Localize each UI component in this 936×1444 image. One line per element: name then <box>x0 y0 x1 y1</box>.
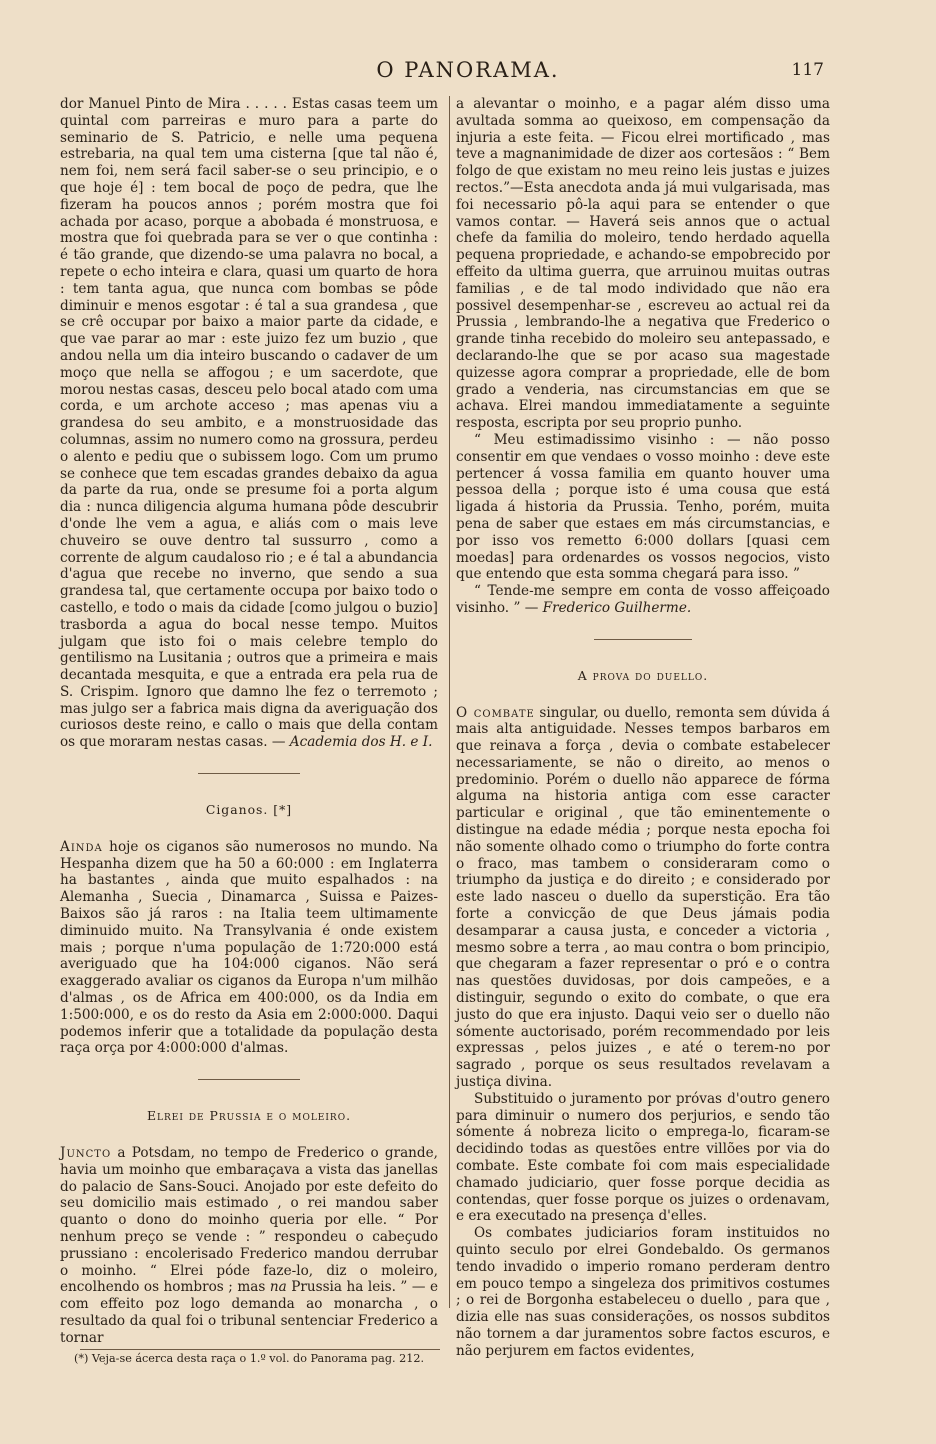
masthead-title: O PANORAMA. <box>376 58 560 82</box>
duello-paragraph-2: Substituido o juramento por próvas d'outro genero para diminuir o numero dos perjurios, e sendo tão sómente á nobreza licito o emprega-lo, ficaram-se decidindo todas as questões entre villões por via do combate. Este combate foi com mais especialidade chamado judiciario, quer fosse porque decidia as contendas, quer fosse porque os juizes o ordenavam, e era executado na presença d'elles. <box>456 1090 830 1225</box>
left-column <box>60 96 438 1365</box>
section-separator <box>594 639 692 640</box>
letter-closing-text: “ Tende-me sempre em conta de vosso affeiçoado visinho. ” — <box>456 583 830 616</box>
king-letter: “ Meu estimadissimo visinho : — não posso consentir em que vendaes o vosso moinho : deve este pertencer á vossa familia em quanto houver uma pessoa della ; porque isto é uma cousa que está ligada á historia da Prussia. Tenho, porém, muita pena de saber que estaes em más circumstancias, e por isso vos remetto 6:000 dollars [quasi cem moedas] para ordenardes os vossos negocios, visto que entendo que esta somma chegará para isso. ” <box>456 431 830 583</box>
moleiro-article <box>60 1145 438 1347</box>
duello-paragraph-1 <box>456 705 830 1091</box>
column-divider <box>449 96 450 1308</box>
footnote: (*) Veja-se ácerca desta raça o 1.º vol. do Panorama pag. 212. <box>73 1351 425 1365</box>
duello-heading: A prova do duello. <box>577 667 709 683</box>
page-header <box>0 58 936 86</box>
section-separator <box>198 1079 300 1080</box>
moleiro-emphasis: na <box>269 1279 287 1296</box>
cistern-source: Academia dos H. e I. <box>289 734 433 751</box>
ciganos-article <box>60 839 438 1057</box>
right-column <box>456 96 830 1360</box>
ciganos-text: hoje os ciganos são numerosos no mundo. Na Hespanha dizem que ha 50 a 60:000 : em Inglaterra ha bastantes , ainda que muito espalhados : na Alemanha , Suecia , Dinamarca , Suissa e Paizes-Baixos são já raros : na Italia teem ultimamente diminuido muito. Na Transylvania é onde existem mais ; porque n'uma população de 1:720:000 está averiguado que ha 104:000 ciganos. Não será exaggerado avaliar os ciganos da Europa n'um milhão d'almas , os de Africa em 400:000, os da India em 1:500:000, e os do resto da Asia em 2:000:000. Daqui podemos inferir que a totalidade da população desta raça orça por 4:000:000 d'almas. <box>60 838 438 1057</box>
ciganos-heading-text: Ciganos. <box>205 802 269 818</box>
duello-lead: O combate <box>456 704 535 721</box>
king-letter-closing <box>456 583 830 617</box>
section-separator <box>198 773 300 774</box>
duello-paragraph-3: Os combates judiciarios foram instituidos no quinto seculo por elrei Gondebaldo. Os germanos tendo invadido o imperio romano perderam dentro em pouco tempo a singeleza dos primitivos costumes ; o rei de Borgonha estabeleceu o duello , para que , dizia elle nas suas considerações, os nossos subditos não tornem a dar juramentos sobre factos escuros, e não perjurem em factos evidentes, <box>456 1225 830 1359</box>
ciganos-heading <box>60 802 438 819</box>
moleiro-text-cont: Prussia ha leis. ” — e com effeito poz logo demanda ao monarcha , o resultado da qual foi o tribunal sentenciar Frederico a tornar <box>60 1279 438 1346</box>
page-number: 117 <box>791 60 824 80</box>
moleiro-text: a Potsdam, no tempo de Frederico o grande, havia um moinho que embaraçava a vista das janellas do palacio de Sans-Souci. Anojado por este defeito do seu domicilio mais estimado , o rei mandou saber quanto o dono do moinho queria por elle. “ Por nenhum preço se vende : ” respondeu o cabeçudo prussiano : encolerisado Frederico mandou derrubar o moinho. “ Elrei póde faze-lo, diz o moleiro, encolhendo os hombros ; mas <box>60 1145 438 1296</box>
moleiro-article-cont: a alevantar o moinho, e a pagar além disso uma avultada somma ao queixoso, em compensação da injuria a este feita. — Ficou elrei mortificado , mas teve a magnanimidade de dizer aos cortesãos : “ Bem folgo de que existam no meu reino leis justas e juizes rectos.”—Esta anecdota anda já mui vulgarisada, mas foi necessario pô-la aqui para se entender o que vamos contar. — Haverá seis annos que o actual chefe da familia do moleiro, tendo herdado aquella pequena propriedade, e achando-se empobrecido por effeito da ultima guerra, que arruinou muitas outras familias , e de tal modo individado que não era possivel desempenhar-se , escreveu ao actual rei da Prussia , lembrando-lhe a negativa que Frederico o grande tinha recebido do moleiro seu antepassado, e declarando-lhe que se por acaso sua magestade quizesse agora comprar a propriedade, elle de bom grado a venderia, nas circumstancias em que se achava. Elrei mandou immediatamente a seguinte resposta, escripta por seu proprio punho. <box>456 96 830 432</box>
duello-text-1: singular, ou duello, remonta sem dúvida á mais alta antiguidade. Nesses tempos barbaros em que reinava a força , devia o combate estabelecer necessariamente, se não o direito, ao menos o predominio. Porém o duello não apparece de fórma alguma na historia antiga com esse caracter particular e original , que tão eminentemente o distingue na edade média ; porque nesta epocha foi não somente olhado como o triumpho do forte contra o fraco, mas tambem o consideraram como o triumpho da justiça e do direito ; e considerado por este lado nasceu o duello da superstição. Era tão forte a convicção de que Deus jámais podia desamparar a causa justa, e conceder a victoria , mesmo sobre a terra , ao mau contra o bom principio, que chegaram a fazer representar o pró e o contra nas questões duvidosas, por dois campeões, e a distinguir, segundo o exito do combate, o que era justo do que era injusto. Daqui veio ser o duello não sómente auctorisado, porém recommendado por leis expressas , pelos juizes , e até o terem-no por sagrado , porque os seus resultados revelavam a justiça divina. <box>456 704 830 1091</box>
cistern-text: dor Manuel Pinto de Mira . . . . . Estas casas teem um quintal com parreiras e muro para a parte do seminario de S. Patricio, e nelle uma pequena estrebaria, na qual tem uma cisterna [que tal não é, nem foi, nem será facil saber-se o seu principio, e o que hoje é] : tem bocal de poço de pedra, que lhe fizeram ha poucos annos ; porém mostra que foi achada por acaso, porque a abobada é monstruosa, e mostra que foi quebrada para se ver o que continha : é tão grande, que dizendo-se uma palavra no bocal, a repete o echo inteira e clara, quasi um quarto de hora : tem tanta agua, que nunca com bombas se pôde diminuir e menos esgotar : é tal a sua grandesa , que se crê occupar por baixo a maior parte da cidade, e que vae parar ao mar : este juizo fez um buzio , que andou nella um dia inteiro buscando o cadaver de um moço que nella se affogou ; e um sacerdote, que morou nestas casas, desceu pelo bocal atado com uma corda, e um archote acceso ; mas apenas viu a grandesa do seu ambito, e a monstruosidade das columnas, assim no numero como na grossura, perdeu o alento e pediu que o subissem logo. Com um prumo se conhece que tem escadas grandes debaixo da agua da parte da rua, onde se presume foi a porta algum dia : nunca diligencia alguma humana pôde descubrir d'onde lhe vem a agua, e aliás com o mais leve chuveiro se ouve dentro tal sussurro , como a corrente de algum caudaloso rio ; e é tal a abundancia d'agua que recebe no inverno, que sendo a sua grandesa tal, que certamente occupa por baixo todo o castello, e todo o mais da cidade [como julgou o buzio] trasborda a agua do bocal nesse tempo. Muitos julgam que isto foi o mais celebre templo do gentilismo na Lusitania ; outros que a primeira e mais decantada mesquita, e que a entrada era pela rua de S. Crispim. Ignoro que damno lhe fez o terremoto ; mas julgo ser a fabrica mais digna da averiguação dos curiosos deste reino, e callo o mais que della contam os que moraram nestas casas. — <box>60 96 438 751</box>
cistern-article <box>60 96 438 751</box>
ciganos-lead: Ainda <box>60 838 103 855</box>
ciganos-footnote-mark: [*] <box>268 802 293 818</box>
moleiro-heading: Elrei de Prussia e o moleiro. <box>146 1108 352 1124</box>
moleiro-lead: Juncto <box>60 1145 112 1162</box>
footnote-rule <box>80 1349 440 1350</box>
letter-signature: Frederico Guilherme. <box>542 599 692 616</box>
